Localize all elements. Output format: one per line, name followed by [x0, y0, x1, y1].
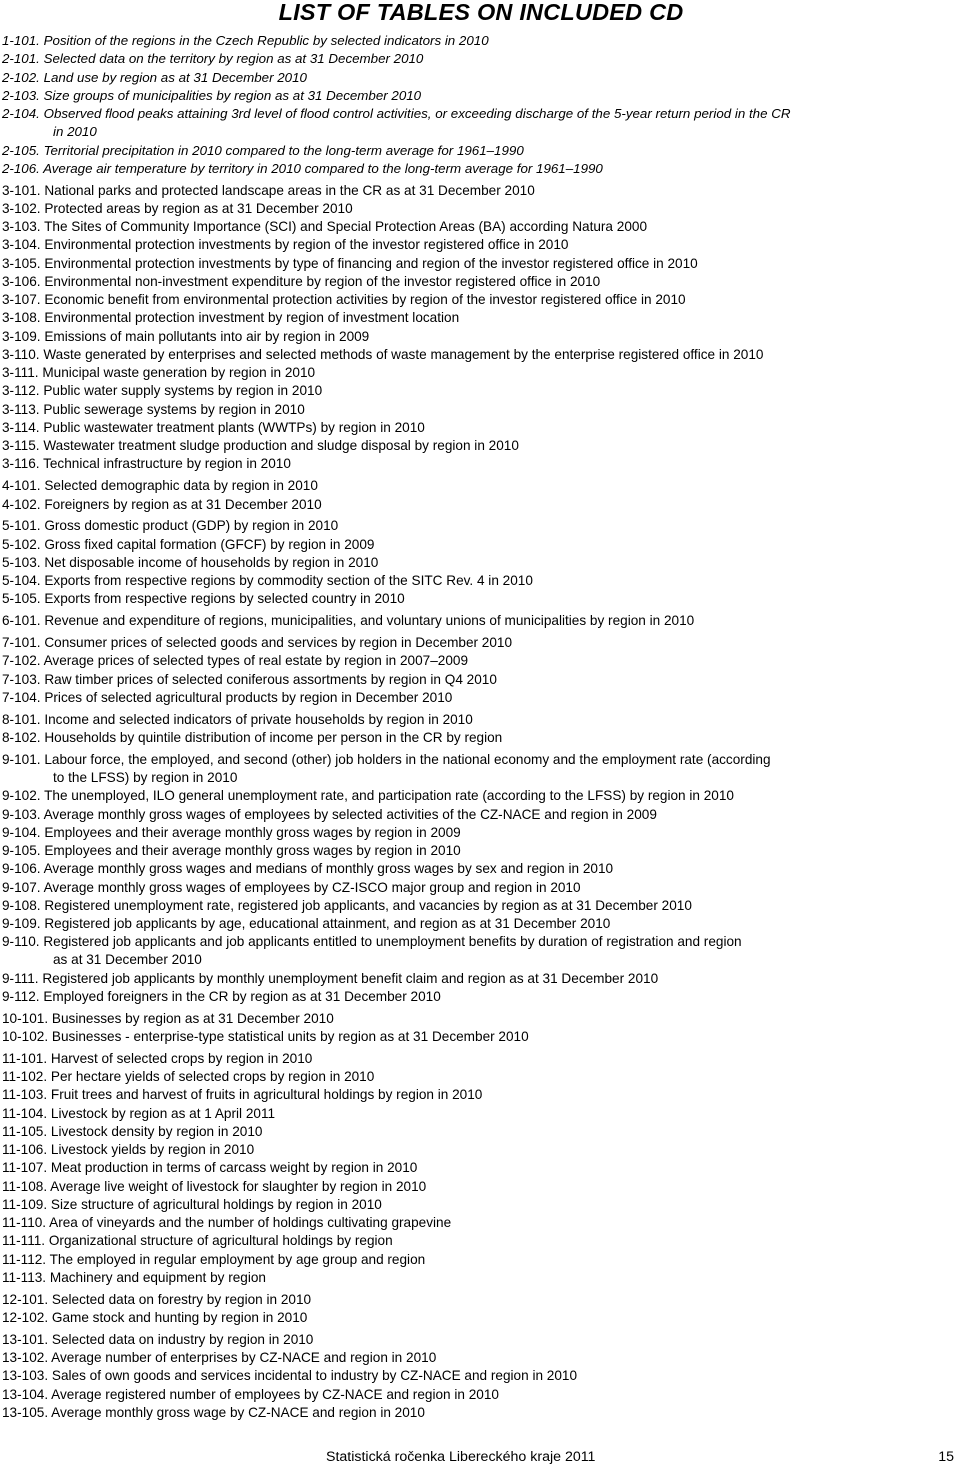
- table-entry: [2, 419, 952, 437]
- table-number: 11-106.: [2, 1142, 48, 1158]
- table-entry: [2, 236, 952, 254]
- table-title: Machinery and equipment by region: [49, 1269, 266, 1285]
- table-title: Average number of enterprises by CZ-NACE and region in 2010: [51, 1350, 437, 1366]
- table-entry: [2, 1214, 952, 1232]
- table-title: The unemployed, ILO general unemployment rate, and participation rate (according to the LFSS) by region in 2010: [44, 788, 734, 804]
- table-number: 11-102.: [2, 1069, 48, 1085]
- table-title: Land use by region as at 31 December 2010: [43, 69, 307, 85]
- table-entry: [2, 105, 952, 142]
- table-entry: [2, 652, 952, 670]
- page-footer: [0, 1448, 960, 1466]
- table-entry: [2, 218, 952, 236]
- table-entry: [2, 970, 952, 988]
- table-entry: [2, 933, 952, 970]
- table-title: Municipal waste generation by region in 2010: [42, 365, 316, 381]
- table-title: Raw timber prices of selected coniferous assortments by region in Q4 2010: [44, 671, 497, 687]
- table-entry: [2, 328, 952, 346]
- table-number: 3-109.: [2, 328, 41, 344]
- table-entry: [2, 787, 952, 805]
- table-entry: [2, 711, 952, 729]
- table-title: Fruit trees and harvest of fruits in agricultural holdings by region in 2010: [50, 1087, 483, 1103]
- table-number: 11-108.: [2, 1178, 48, 1194]
- table-number: 5-105.: [2, 591, 41, 607]
- table-number: 10-102.: [2, 1029, 49, 1045]
- table-title: Registered job applicants and job applicants entitled to unemployment benefits by duration of registration and region: [43, 934, 742, 950]
- table-title: Selected data on industry by region in 2010: [51, 1331, 314, 1347]
- table-number: 8-102.: [2, 729, 41, 745]
- table-title: Environmental protection investment by region of investment location: [44, 310, 460, 326]
- table-entry: [2, 364, 952, 382]
- table-entry: [2, 572, 952, 590]
- table-number: 11-104.: [2, 1105, 48, 1121]
- table-number: 10-101.: [2, 1010, 49, 1026]
- table-entry: [2, 401, 952, 419]
- table-title: Livestock yields by region in 2010: [50, 1142, 255, 1158]
- table-number: 7-103.: [2, 671, 41, 687]
- table-title: Area of vineyards and the number of holdings cultivating grapevine: [49, 1215, 452, 1231]
- table-title: Average monthly gross wages and medians of monthly gross wages by sex and region in 2010: [43, 861, 614, 877]
- table-entry: [2, 842, 952, 860]
- table-number: 11-112.: [2, 1251, 47, 1267]
- table-number: 7-102.: [2, 653, 41, 669]
- table-entry: [2, 806, 952, 824]
- table-entry: [2, 32, 952, 50]
- table-entry: [2, 1386, 952, 1404]
- table-entry: [2, 309, 952, 327]
- table-title-continuation: in 2010: [53, 124, 97, 140]
- table-entry: [2, 517, 952, 535]
- table-title: Waste generated by enterprises and selected methods of waste management by the enterprise registered office in 2010: [43, 346, 764, 362]
- table-title: Sales of own goods and services incidental to industry by CZ-NACE and region in 2010: [51, 1368, 578, 1384]
- table-number: 5-103.: [2, 554, 41, 570]
- table-number: 11-101.: [2, 1050, 48, 1066]
- table-number: 9-102.: [2, 788, 41, 804]
- table-number: 9-101.: [2, 751, 41, 767]
- table-number: 3-105.: [2, 255, 41, 271]
- table-number: 11-103.: [2, 1087, 48, 1103]
- table-title: The Sites of Community Importance (SCI) and Special Protection Areas (BA) according Natura 2000: [44, 219, 648, 235]
- table-number: 11-109.: [2, 1196, 48, 1212]
- table-title: Selected data on forestry by region in 2010: [51, 1291, 312, 1307]
- table-number: 1-101.: [2, 33, 40, 48]
- table-entry: [2, 1269, 952, 1287]
- table-title: Technical infrastructure by region in 2010: [43, 456, 291, 472]
- table-number: 13-101.: [2, 1331, 49, 1347]
- table-number: 7-104.: [2, 689, 41, 705]
- table-title: Labour force, the employed, and second (other) job holders in the national economy and the employment rate (according: [44, 751, 771, 767]
- table-title: Average prices of selected types of real estate by region in 2007–2009: [43, 653, 469, 669]
- table-number: 3-113.: [2, 401, 40, 417]
- table-entry: [2, 1404, 952, 1422]
- table-title: Prices of selected agricultural products by region in December 2010: [44, 689, 453, 705]
- table-title: Employees and their average monthly gross wages by region in 2010: [44, 843, 461, 858]
- table-entry: [2, 988, 952, 1006]
- table-entry: [2, 729, 952, 747]
- table-entry: [2, 1232, 952, 1250]
- table-title-continuation: to the LFSS) by region in 2010: [53, 769, 238, 785]
- table-title: Emissions of main pollutants into air by region in 2009: [44, 328, 370, 344]
- table-number: 11-113.: [2, 1269, 47, 1285]
- table-title: Per hectare yields of selected crops by region in 2010: [50, 1069, 375, 1085]
- table-entry: [2, 751, 952, 788]
- page-number: 15: [938, 1449, 954, 1465]
- table-title: National parks and protected landscape areas in the CR as at 31 December 2010: [44, 182, 535, 198]
- table-title: Territorial precipitation in 2010 compared to the long-term average for 1961–1990: [43, 142, 524, 158]
- table-number: 9-107.: [2, 879, 41, 895]
- table-title: Consumer prices of selected goods and services by region in December 2010: [44, 635, 513, 650]
- table-entry: [2, 671, 952, 689]
- table-number: 2-106.: [2, 160, 40, 176]
- table-title: Economic benefit from environmental protection activities by region of the investor registered office in 2010: [44, 292, 686, 308]
- table-title-continuation: as at 31 December 2010: [53, 952, 202, 968]
- table-entry: [2, 1196, 952, 1214]
- table-number: 4-101.: [2, 478, 41, 494]
- table-number: 8-101.: [2, 711, 41, 727]
- table-number: 9-110.: [2, 934, 40, 950]
- table-entry: [2, 1367, 952, 1385]
- table-number: 3-115.: [2, 438, 40, 454]
- table-number: 13-105.: [2, 1404, 49, 1420]
- table-entry: [2, 273, 952, 291]
- table-entry: [2, 1159, 952, 1177]
- table-number: 11-105.: [2, 1123, 48, 1139]
- table-entry: [2, 50, 952, 68]
- table-entry: [2, 897, 952, 915]
- table-title: Wastewater treatment sludge production and sludge disposal by region in 2010: [43, 438, 519, 454]
- table-entry: [2, 1068, 952, 1086]
- table-title: Size groups of municipalities by region as at 31 December 2010: [43, 87, 422, 103]
- table-title: Selected data on the territory by region as at 31 December 2010: [43, 51, 424, 67]
- table-title: Organizational structure of agricultural holdings by region: [48, 1233, 393, 1249]
- table-title: Livestock density by region in 2010: [50, 1123, 263, 1139]
- table-number: 3-106.: [2, 273, 41, 289]
- table-title: Gross fixed capital formation (GFCF) by region in 2009: [44, 536, 375, 552]
- table-title: Environmental protection investments by region of the investor registered office in 2010: [44, 237, 569, 253]
- table-number: 2-102.: [2, 69, 40, 85]
- table-number: 2-105.: [2, 142, 40, 158]
- table-entry: [2, 1105, 952, 1123]
- table-entry: [2, 455, 952, 473]
- table-number: 3-104.: [2, 237, 41, 253]
- table-title: Size structure of agricultural holdings by region in 2010: [50, 1196, 382, 1212]
- table-entry: [2, 915, 952, 933]
- table-title: Registered unemployment rate, registered job applicants, and vacancies by region as at 31 December 2010: [44, 897, 692, 913]
- table-entry: [2, 1349, 952, 1367]
- table-title: Businesses - enterprise-type statistical units by region as at 31 December 2010: [51, 1029, 529, 1045]
- table-title: Exports from respective regions by selected country in 2010: [44, 591, 405, 607]
- footer-publication-title: Statistická ročenka Libereckého kraje 2011: [326, 1449, 596, 1465]
- table-title: Public sewerage systems by region in 2010: [43, 401, 305, 417]
- table-entry: [2, 1028, 952, 1046]
- page-title: LIST OF TABLES ON INCLUDED CD: [278, 0, 684, 25]
- table-entry: [2, 824, 952, 842]
- table-entry: [2, 1123, 952, 1141]
- table-entry: [2, 291, 952, 309]
- table-title: Gross domestic product (GDP) by region in 2010: [44, 518, 339, 534]
- table-number: 7-101.: [2, 635, 41, 650]
- table-title: Registered job applicants by monthly unemployment benefit claim and region as at 31 December 2010: [42, 970, 659, 986]
- table-title: Harvest of selected crops by region in 2010: [50, 1050, 313, 1066]
- table-entry: [2, 160, 952, 178]
- table-entry: [2, 437, 952, 455]
- table-number: 3-116.: [2, 456, 40, 472]
- table-title: Selected demographic data by region in 2010: [44, 478, 318, 494]
- table-number: 9-105.: [2, 843, 41, 858]
- table-title: Net disposable income of households by region in 2010: [44, 554, 379, 570]
- table-entry: [2, 1291, 952, 1309]
- table-number: 9-103.: [2, 806, 41, 822]
- table-title: Foreigners by region as at 31 December 2010: [44, 496, 322, 512]
- table-entry: [2, 554, 952, 572]
- table-entry: [2, 1010, 952, 1028]
- table-title: Meat production in terms of carcass weight by region in 2010: [50, 1160, 418, 1176]
- table-number: 3-112.: [2, 383, 40, 399]
- table-number: 13-104.: [2, 1386, 49, 1402]
- table-number: 11-111.: [2, 1233, 46, 1249]
- table-title: Environmental non-investment expenditure by region of the investor registered office in 2010: [44, 273, 601, 289]
- table-title: Registered job applicants by age, educational attainment, and region as at 31 December 2010: [44, 916, 611, 931]
- table-entry: [2, 536, 952, 554]
- table-number: 11-107.: [2, 1160, 48, 1176]
- table-title: Average registered number of employees by CZ-NACE and region in 2010: [51, 1386, 499, 1402]
- table-number: 9-108.: [2, 897, 41, 913]
- table-number: 13-103.: [2, 1368, 49, 1384]
- table-number: 3-114.: [2, 419, 40, 435]
- table-entry: [2, 1251, 952, 1269]
- table-number: 2-103.: [2, 87, 40, 103]
- table-title: Exports from respective regions by commodity section of the SITC Rev. 4 in 2010: [44, 573, 533, 589]
- table-entry: [2, 182, 952, 200]
- table-title: Public wastewater treatment plants (WWTPs) by region in 2010: [43, 419, 425, 435]
- table-entry: [2, 1331, 952, 1349]
- table-title: Revenue and expenditure of regions, municipalities, and voluntary unions of municipalities by region in 2010: [44, 613, 695, 629]
- table-number: 3-108.: [2, 310, 41, 326]
- table-entry: [2, 69, 952, 87]
- table-title: Observed flood peaks attaining 3rd level of flood control activities, or exceeding discharge of the 5-year return period in the CR: [43, 106, 791, 121]
- table-title: Livestock by region as at 1 April 2011: [50, 1105, 276, 1121]
- table-entry: [2, 1086, 952, 1104]
- table-number: 5-101.: [2, 518, 41, 534]
- table-number: 6-101.: [2, 613, 41, 629]
- table-entry: [2, 860, 952, 878]
- table-entry: [2, 879, 952, 897]
- table-number: 2-104.: [2, 106, 40, 121]
- table-number: 12-102.: [2, 1310, 49, 1325]
- table-number: 13-102.: [2, 1350, 49, 1366]
- table-number: 3-107.: [2, 292, 41, 308]
- table-title: Employees and their average monthly gross wages by region in 2009: [44, 824, 461, 840]
- table-title: Businesses by region as at 31 December 2010: [51, 1010, 334, 1026]
- table-number: 4-102.: [2, 496, 41, 512]
- table-title: Average monthly gross wages of employees by CZ-ISCO major group and region in 2010: [43, 879, 581, 895]
- table-number: 3-110.: [2, 346, 40, 362]
- table-entry: [2, 1050, 952, 1068]
- table-entry: [2, 1178, 952, 1196]
- table-number: 9-111.: [2, 970, 39, 986]
- table-entry: [2, 382, 952, 400]
- table-number: 3-111.: [2, 365, 39, 381]
- table-entry: [2, 142, 952, 160]
- table-number: 3-103.: [2, 219, 41, 235]
- table-number: 9-106.: [2, 861, 41, 877]
- table-title: Income and selected indicators of private households by region in 2010: [44, 711, 473, 727]
- table-number: 9-109.: [2, 916, 41, 931]
- table-title: Average live weight of livestock for slaughter by region in 2010: [50, 1178, 427, 1194]
- table-number: 5-104.: [2, 573, 41, 589]
- table-number: 3-101.: [2, 182, 41, 198]
- table-title: Average air temperature by territory in 2010 compared to the long-term average for 1961–1990: [43, 160, 603, 176]
- table-entry: [2, 255, 952, 273]
- table-entry: [2, 689, 952, 707]
- table-entry: [2, 87, 952, 105]
- table-entry: [2, 1141, 952, 1159]
- table-number: 2-101.: [2, 51, 40, 67]
- table-number: 11-110.: [2, 1215, 47, 1231]
- table-title: Position of the regions in the Czech Republic by selected indicators in 2010: [43, 33, 489, 48]
- table-number: 9-112.: [2, 989, 40, 1004]
- table-title: Households by quintile distribution of income per person in the CR by region: [44, 729, 503, 745]
- table-entry: [2, 1309, 952, 1327]
- table-number: 3-102.: [2, 200, 41, 216]
- table-title: The employed in regular employment by age group and region: [49, 1251, 426, 1267]
- table-title: Average monthly gross wages of employees by selected activities of the CZ-NACE and region in 2009: [43, 806, 657, 822]
- table-title: Average monthly gross wage by CZ-NACE and region in 2010: [51, 1404, 425, 1420]
- table-entry: [2, 477, 952, 495]
- table-number: 5-102.: [2, 536, 41, 552]
- table-entry: [2, 590, 952, 608]
- table-number: 9-104.: [2, 824, 41, 840]
- table-entry: [2, 634, 952, 652]
- table-entry: [2, 346, 952, 364]
- table-title: Game stock and hunting by region in 2010: [51, 1310, 308, 1325]
- table-title: Environmental protection investments by type of financing and region of the investor registered office in 2010: [44, 255, 698, 271]
- table-title: Public water supply systems by region in 2010: [43, 383, 323, 399]
- table-entry: [2, 200, 952, 218]
- table-entry: [2, 612, 952, 630]
- table-number: 12-101.: [2, 1291, 49, 1307]
- table-title: Employed foreigners in the CR by region as at 31 December 2010: [43, 989, 441, 1004]
- table-title: Protected areas by region as at 31 December 2010: [44, 200, 353, 216]
- table-entry: [2, 496, 952, 514]
